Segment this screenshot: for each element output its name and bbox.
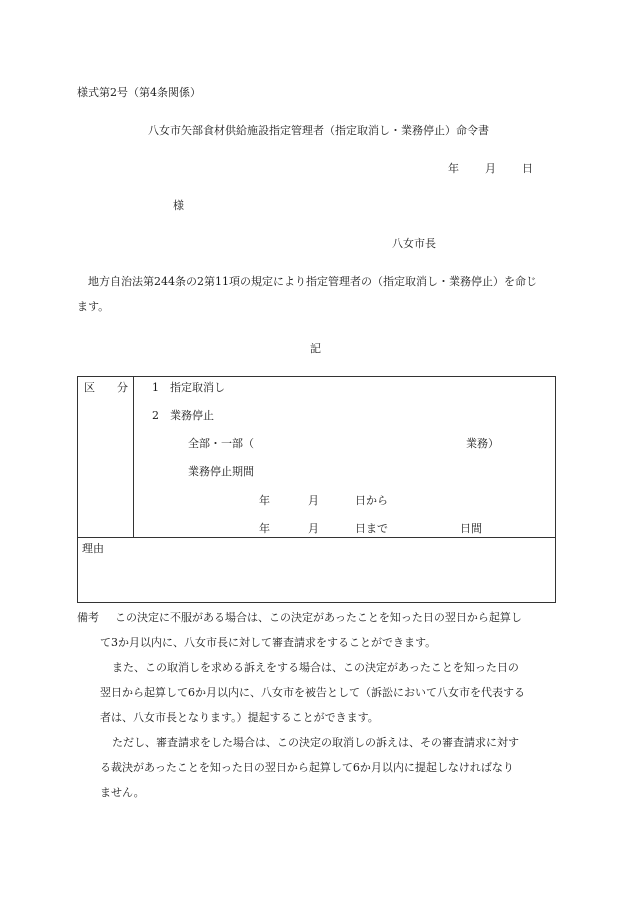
period-to-year: 年 (259, 522, 270, 535)
category-label: 区 分 (84, 381, 128, 394)
document-title: 八女市矢部食材供給施設指定管理者（指定取消し・業務停止）命令書 (148, 124, 489, 137)
body-line-2: ます。 (77, 300, 110, 313)
remarks-label: 備考 (77, 611, 99, 624)
ki-heading: 記 (310, 342, 321, 355)
suspension-period-label: 業務停止期間 (188, 465, 254, 478)
option-suspend: 2 業務停止 (152, 409, 214, 422)
period-from-year: 年 (259, 494, 270, 507)
remarks-line-3: また、この取消しを求める訴えをする場合は、この決定があったことを知った日の (112, 661, 519, 674)
body-line-1: 地方自治法第244条の2第11項の規定により指定管理者の（指定取消し・業務停止）を命じ (88, 275, 537, 288)
date-year: 年 (448, 162, 459, 175)
remarks-line-1: この決定に不服がある場合は、この決定があったことを知った日の翌日から起算し (115, 611, 522, 624)
option-cancel: 1 指定取消し (152, 381, 225, 394)
issuer: 八女市長 (392, 237, 436, 250)
order-table (77, 376, 556, 603)
period-to-day: 日まで (355, 522, 388, 535)
remarks-line-2: て3か月以内に、八女市長に対して審査請求をすることができます。 (100, 636, 437, 649)
reason-label: 理由 (82, 542, 104, 555)
addressee-suffix: 様 (173, 199, 184, 212)
period-from-day: 日から (355, 494, 388, 507)
period-from-month: 月 (308, 494, 319, 507)
remarks-line-5: 者は、八女市長となります。）提起することができます。 (100, 711, 379, 724)
form-number: 様式第2号（第4条関係） (77, 86, 201, 99)
period-days: 日間 (460, 522, 482, 535)
category-row (78, 377, 555, 538)
remarks-line-7: る裁決があったことを知った日の翌日から起算して6か月以内に提起しなければなり (100, 761, 514, 774)
date-day: 日 (522, 162, 533, 175)
period-to-month: 月 (308, 522, 319, 535)
date-month: 月 (485, 162, 496, 175)
scope-suffix: 業務） (466, 437, 499, 450)
remarks-line-6: ただし、審査請求をした場合は、この決定の取消しの訴えは、その審査請求に対す (112, 736, 519, 749)
scope-label: 全部・一部（ (188, 437, 254, 450)
column-divider (133, 377, 134, 537)
remarks-line-4: 翌日から起算して6か月以内に、八女市を被告として（訴訟において八女市を代表する (100, 686, 525, 699)
remarks-line-8: ません。 (100, 786, 145, 799)
